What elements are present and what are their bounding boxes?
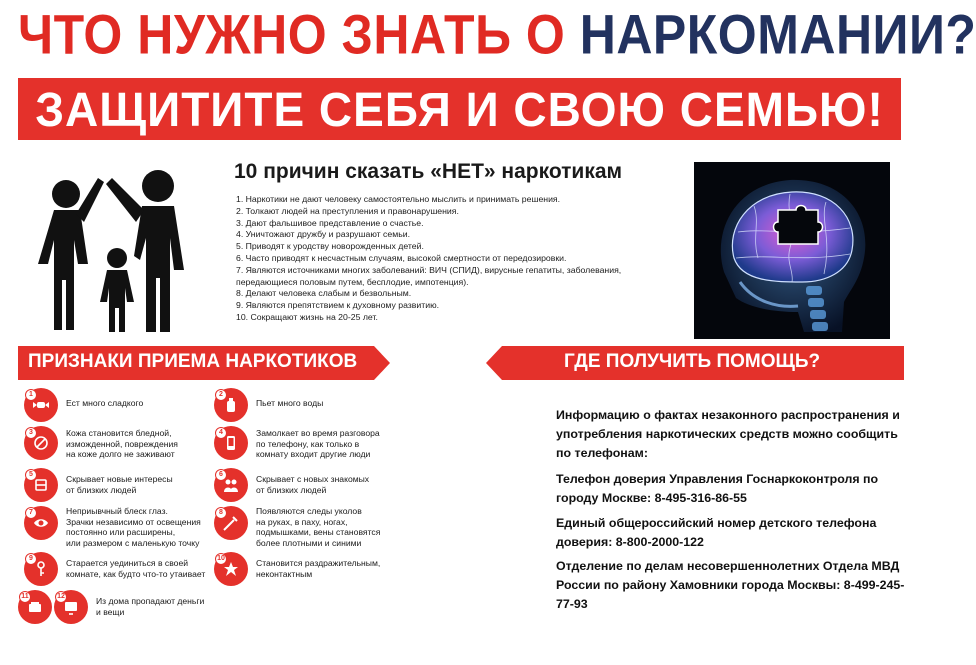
slogan-text: ЗАЩИТИТЕ СЕБЯ И СВОЮ СЕМЬЮ!: [35, 81, 884, 137]
help-line-drug-control: Телефон доверия Управления Госнаркоконтроля по городу Москве: 8-495-316-86-55: [556, 472, 879, 505]
reason-item: 5. Приводят к уродству новорожденных детей.: [236, 241, 424, 252]
reason-item: 2. Толкают людей на преступления и правонарушения.: [236, 205, 459, 216]
reason-item: 3. Дают фальшивое представление о счастье.: [236, 217, 424, 228]
help-line-child-hotline: Единый общероссийский номер детского телефона доверия: 8-800-2000-122: [556, 516, 877, 549]
sign-text: Скрывает новые интересы от близких людей: [66, 474, 173, 495]
friends-icon: 6: [214, 468, 248, 502]
sign-text: Неприывчный блеск глаз. Зрачки независимо от освещения постоянно или расширены, или размером с маленькую точку: [66, 506, 201, 548]
brain-xray-image: [694, 162, 890, 339]
sign-item-interests: [24, 468, 173, 502]
help-intro: Информацию о фактах незаконного распространения и употребления наркотических средств можно сообщить по телефонам:: [556, 408, 900, 460]
signs-header: [18, 346, 388, 380]
sign-item-seclusion: [24, 552, 205, 586]
sign-item-sweets: [24, 388, 143, 422]
interests-icon: 5: [24, 468, 58, 502]
sign-item-money: [18, 590, 204, 624]
sign-item-phone: [214, 426, 380, 460]
injection-icon: 8: [214, 506, 248, 540]
pale-face-icon: 3: [24, 426, 58, 460]
sign-text: Старается уединиться в своей комнате, как будто что-то утаивает: [66, 558, 206, 579]
sign-text: Скрывает с новых знакомых от близких людей: [256, 474, 370, 495]
wallet-icon: 11: [18, 590, 52, 624]
reasons-list: [236, 194, 676, 324]
sign-text: Ест много сладкого: [66, 398, 144, 408]
sign-text: Из дома пропадают деньги и вещи: [96, 596, 205, 617]
tv-icon: [54, 590, 88, 624]
sign-text: Кожа становится бледной, изможденной, повреждения на коже долго не заживают: [66, 428, 178, 459]
sign-number-extra: 12: [55, 591, 67, 603]
eye-icon: 7: [24, 506, 58, 540]
bottle-icon: 2: [214, 388, 248, 422]
sign-item-injection: [214, 506, 380, 548]
sign-item-eyes: [24, 506, 201, 548]
title-part-red: ЧТО НУЖНО ЗНАТЬ О: [18, 3, 580, 66]
sign-item-friends: [214, 468, 369, 502]
help-line-police: Отделение по делам несовершеннолетних Отдела МВД России по району Хамовники города Москвы: 8-499-245-77-93: [556, 559, 905, 611]
help-header: [486, 346, 904, 380]
reason-item: 10. Сокращают жизнь на 20-25 лет.: [236, 311, 378, 322]
signs-header-title: ПРИЗНАКИ ПРИЕМА НАРКОТИКОВ: [28, 351, 358, 372]
sign-text: Пьет много воды: [256, 398, 324, 408]
key-icon: 9: [24, 552, 58, 586]
reason-item: 7. Являются источниками многих заболеваний: ВИЧ (СПИД), вирусные гепатиты, заболевания, передающиеся половым путем, бесплодие, импотенция).: [236, 264, 622, 287]
candy-icon: 1: [24, 388, 58, 422]
sign-item-skin: [24, 426, 178, 460]
slogan-banner: [18, 78, 901, 140]
sign-text: Замолкает во время разговора по телефону, как только в комнату входит другие люди: [256, 428, 380, 459]
reason-item: 1. Наркотики не дают человеку самостоятельно мыслить и принимать решения.: [236, 194, 561, 204]
sign-item-irritation: [214, 552, 380, 586]
reasons-title: 10 причин сказать «НЕТ» наркотикам: [234, 160, 623, 183]
irritation-icon: 10: [214, 552, 248, 586]
title-part-blue: НАРКОМАНИИ?: [579, 3, 976, 66]
sign-text: Становится раздражительным, неконтактным: [256, 558, 381, 579]
family-silhouette-icon: [24, 160, 224, 340]
reason-item: 6. Часто приводят к несчастным случаям, высокой смертности от передозировки.: [236, 252, 567, 263]
page-title: [18, 2, 976, 76]
help-header-title: ГДЕ ПОЛУЧИТЬ ПОМОЩЬ?: [564, 351, 821, 372]
phone-icon: 4: [214, 426, 248, 460]
sign-item-water: [214, 388, 323, 422]
reason-item: 9. Являются препятствием к духовному развитию.: [236, 300, 440, 311]
reason-item: 8. Делают человека слабым и безвольным.: [236, 288, 412, 299]
reason-item: 4. Уничтожают дружбу и разрушают семьи.: [236, 229, 410, 240]
sign-text: Появляются следы уколов на руках, в паху, ногах, подмышками, вены становятся более плотными и синими: [256, 506, 381, 548]
